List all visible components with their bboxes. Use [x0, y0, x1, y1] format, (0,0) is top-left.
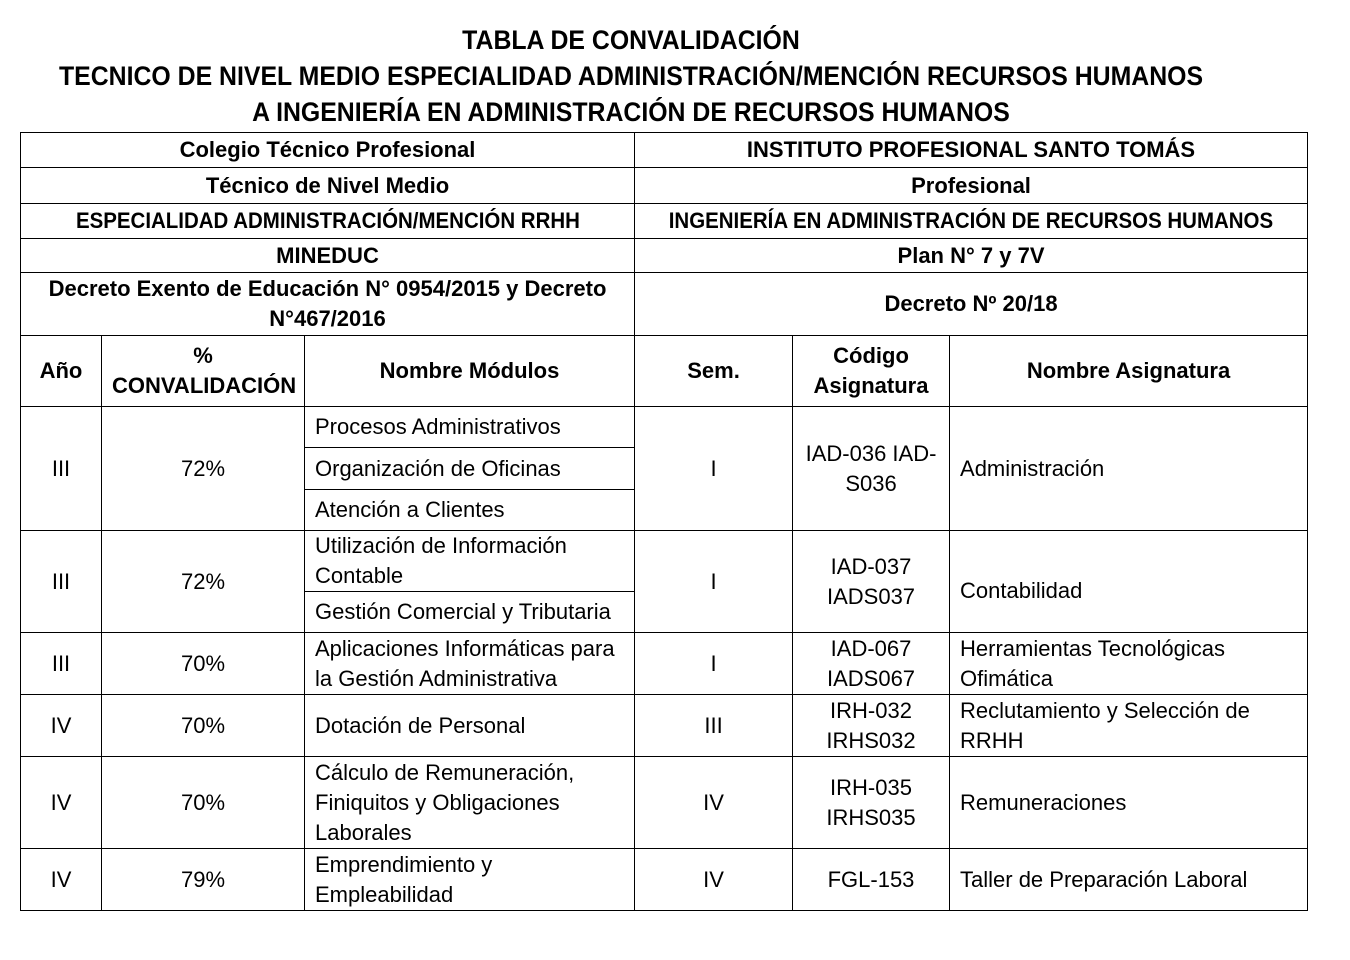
cell-percent: 79%: [102, 849, 305, 911]
cell-semester: IV: [635, 849, 793, 911]
cell-module: Cálculo de Remuneración, Finiquitos y Obligaciones Laborales: [305, 757, 635, 849]
cell-module: Dotación de Personal: [305, 695, 635, 757]
right-career-text: INGENIERÍA EN ADMINISTRACIÓN DE RECURSOS HUMANOS: [668, 208, 1274, 233]
col-header-code: Código Asignatura: [793, 336, 950, 407]
cell-module: Procesos Administrativos: [305, 407, 635, 448]
header-row-decree: [21, 273, 1308, 336]
left-decree: Decreto Exento de Educación N° 0954/2015 y Decreto N°467/2016: [21, 273, 635, 336]
cell-year: IV: [21, 757, 102, 849]
title-line-3: A INGENIERÍA EN ADMINISTRACIÓN DE RECURSOS HUMANOS: [252, 97, 1010, 127]
cell-code: IRH-032 IRHS032: [793, 695, 950, 757]
cell-percent: 70%: [102, 757, 305, 849]
col-header-modules: Nombre Módulos: [305, 336, 635, 407]
cell-year: III: [21, 407, 102, 531]
cell-module: Organización de Oficinas: [305, 448, 635, 490]
cell-code: IAD-037 IADS037: [793, 531, 950, 633]
right-institution: INSTITUTO PROFESIONAL SANTO TOMÁS: [635, 133, 1308, 168]
cell-subject: Taller de Preparación Laboral: [950, 849, 1308, 911]
cell-percent: 70%: [102, 633, 305, 695]
cell-semester: I: [635, 407, 793, 531]
header-row-program: [21, 204, 1308, 239]
right-plan: Plan N° 7 y 7V: [635, 239, 1308, 273]
header-row-authority: [21, 239, 1308, 273]
cell-code: IAD-036 IAD-S036: [793, 407, 950, 531]
col-header-subject: Nombre Asignatura: [950, 336, 1308, 407]
cell-subject: Contabilidad: [950, 531, 1308, 633]
cell-module: Emprendimiento y Empleabilidad: [305, 849, 635, 911]
column-header-row: [21, 336, 1308, 407]
cell-semester: I: [635, 531, 793, 633]
table-row: [21, 757, 1308, 849]
cell-year: IV: [21, 695, 102, 757]
left-ministry: MINEDUC: [21, 239, 635, 273]
right-level: Profesional: [635, 168, 1308, 204]
cell-percent: 72%: [102, 407, 305, 531]
cell-code: IRH-035 IRHS035: [793, 757, 950, 849]
cell-semester: IV: [635, 757, 793, 849]
right-career: [635, 204, 1308, 239]
left-level: Técnico de Nivel Medio: [21, 168, 635, 204]
col-header-semester: Sem.: [635, 336, 793, 407]
left-institution: Colegio Técnico Profesional: [21, 133, 635, 168]
cell-semester: III: [635, 695, 793, 757]
cell-subject: Remuneraciones: [950, 757, 1308, 849]
col-header-percent: % CONVALIDACIÓN: [102, 336, 305, 407]
cell-module: Utilización de Información Contable: [305, 531, 635, 592]
cell-subject: Reclutamiento y Selección de RRHH: [950, 695, 1308, 757]
cell-semester: I: [635, 633, 793, 695]
cell-module: Atención a Clientes: [305, 490, 635, 531]
left-specialty: [21, 204, 635, 239]
cell-percent: 70%: [102, 695, 305, 757]
cell-code: FGL-153: [793, 849, 950, 911]
cell-year: III: [21, 633, 102, 695]
cell-subject: Herramientas Tecnológicas Ofimática: [950, 633, 1308, 695]
cell-module: Gestión Comercial y Tributaria: [305, 592, 635, 633]
left-specialty-text: ESPECIALIDAD ADMINISTRACIÓN/MENCIÓN RRHH: [75, 208, 580, 233]
cell-percent: 72%: [102, 531, 305, 633]
document-title: [50, 22, 1211, 130]
title-line-1: TABLA DE CONVALIDACIÓN: [462, 25, 800, 55]
table-row: [21, 407, 1308, 448]
cell-subject: Administración: [950, 407, 1308, 531]
table-row: [21, 633, 1308, 695]
cell-year: IV: [21, 849, 102, 911]
table-row: [21, 531, 1308, 592]
table-row: [21, 695, 1308, 757]
header-row-level: [21, 168, 1308, 204]
right-decree: Decreto Nº 20/18: [635, 273, 1308, 336]
header-row-institution: [21, 133, 1308, 168]
cell-module: Aplicaciones Informáticas para la Gestión Administrativa: [305, 633, 635, 695]
table-row: [21, 849, 1308, 911]
cell-code: IAD-067 IADS067: [793, 633, 950, 695]
convalidation-table: [20, 132, 1308, 911]
col-header-year: Año: [21, 336, 102, 407]
cell-year: III: [21, 531, 102, 633]
title-line-2: TECNICO DE NIVEL MEDIO ESPECIALIDAD ADMINISTRACIÓN/MENCIÓN RECURSOS HUMANOS: [58, 61, 1204, 91]
